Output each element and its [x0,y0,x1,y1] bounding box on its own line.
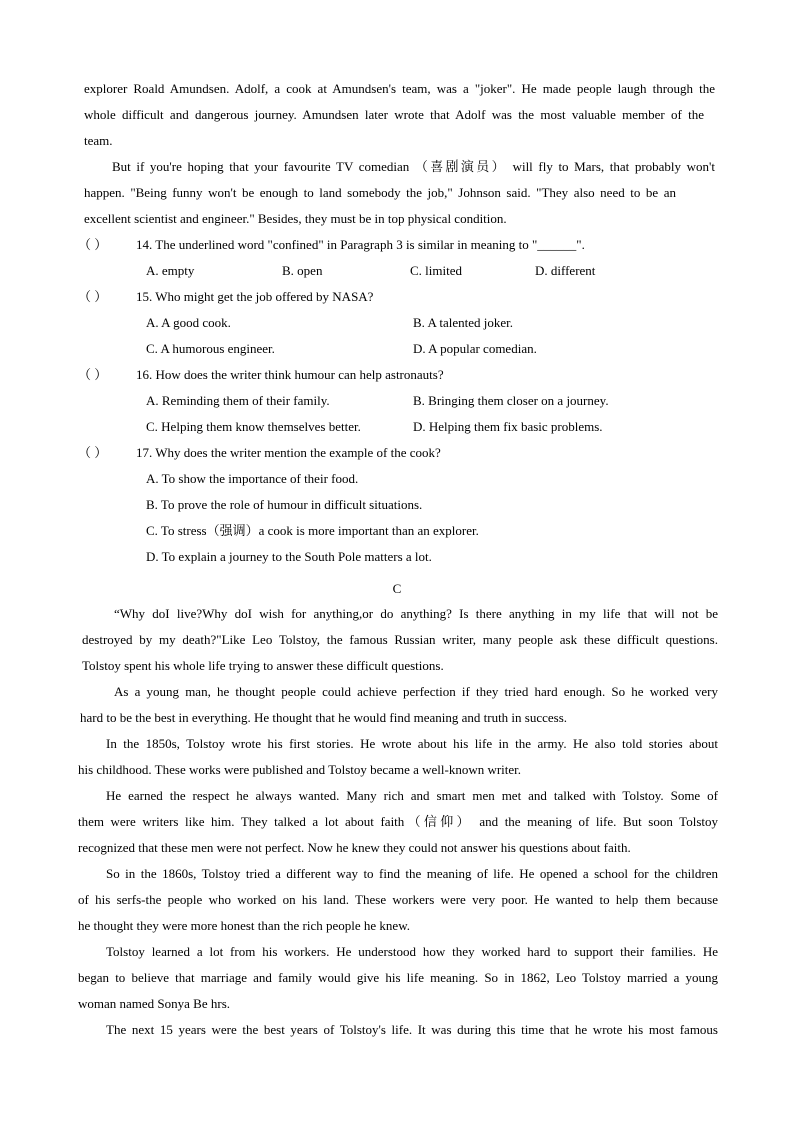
answer-blank[interactable]: （ ） [78,445,108,460]
passage-line: recognized that these men were not perfect. Now he knew they could not answer his questions about faith. [78,840,631,855]
passage-line: hard to be the best in everything. He thought that he would find meaning and truth in success. [80,710,568,725]
answer-blank[interactable]: （ ） [78,289,108,304]
passage-line: The next 15 years were the best years of Tolstoy's life. It was during this time that he wrote his most famous [106,1022,718,1037]
passage-line: them were writers like him. They talked a lot about faith（信仰） and the meaning of life. But soon Tolstoy [78,814,718,829]
passage-line: He earned the respect he always wanted. Many rich and smart men met and talked with Tolstoy. Some of [106,788,718,803]
passage-line: explorer Roald Amundsen. Adolf, a cook at Amundsen's team, was a "joker". He made people laugh through the [84,81,715,96]
option-c: C. To stress（强调）a cook is more important than an explorer. [146,523,479,538]
answer-blank[interactable]: （ ） [78,237,108,252]
passage-line: his childhood. These works were published and Tolstoy became a well-known writer. [78,762,522,777]
question-15 [78,284,373,310]
passage-line: he thought they were more honest than the rich people he knew. [78,918,410,933]
question-14 [78,232,585,258]
option-b: B. To prove the role of humour in difficult situations. [146,497,423,512]
passage-line: destroyed by my death?"Like Leo Tolstoy, the famous Russian writer, many people ask these difficult questions. [82,632,718,647]
option-a: A. Reminding them of their family. [146,393,330,408]
option-d: D. different [535,263,596,278]
option-b: B. open [282,263,323,278]
passage-line: In the 1850s, Tolstoy wrote his first stories. He wrote about his life in the army. He also told stories about [106,736,718,751]
section-heading: C [392,581,402,596]
passage-line: of his serfs-the people who worked on his land. These workers were very poor. He wanted to help them because [78,892,718,907]
passage-line: As a young man, he thought people could achieve perfection if they tried hard enough. So he worked very [114,684,718,699]
option-b: B. Bringing them closer on a journey. [413,393,609,408]
option-d: D. To explain a journey to the South Pole matters a lot. [146,549,432,564]
passage-line: began to believe that marriage and family would give his life meaning. So in 1862, Leo Tolstoy married a young [78,970,718,985]
question-text: 17. Why does the writer mention the example of the cook? [136,445,441,460]
option-c: C. A humorous engineer. [146,341,275,356]
option-d: D. A popular comedian. [413,341,537,356]
question-17 [78,440,441,466]
passage-line: team. [84,133,113,148]
passage-line: whole difficult and dangerous journey. Amundsen later wrote that Adolf was the most valuable member of the [84,107,704,122]
option-a: A. empty [146,263,195,278]
option-c: C. Helping them know themselves better. [146,419,361,434]
question-text: 15. Who might get the job offered by NASA? [136,289,374,304]
option-a: A. To show the importance of their food. [146,471,359,486]
question-text: 14. The underlined word "confined" in Paragraph 3 is similar in meaning to "______". [136,237,585,252]
option-c: C. limited [410,263,462,278]
option-b: B. A talented joker. [413,315,514,330]
option-a: A. A good cook. [146,315,231,330]
option-d: D. Helping them fix basic problems. [413,419,603,434]
passage-line: But if you're hoping that your favourite TV comedian （喜剧演员） will fly to Mars, that probably won't [112,159,715,174]
passage-line: Tolstoy learned a lot from his workers. He understood how they worked hard to support their families. He [106,944,718,959]
passage-line: excellent scientist and engineer." Besides, they must be in top physical condition. [84,211,507,226]
passage-line: Tolstoy spent his whole life trying to answer these difficult questions. [82,658,444,673]
question-text: 16. How does the writer think humour can help astronauts? [136,367,444,382]
question-16 [78,362,444,388]
answer-blank[interactable]: （ ） [78,367,108,382]
passage-line: happen. "Being funny won't be enough to land somebody the job," Johnson said. "They also need to be an [84,185,676,200]
passage-line: woman named Sonya Be hrs. [78,996,231,1011]
passage-line: So in the 1860s, Tolstoy tried a different way to find the meaning of life. He opened a school for the children [106,866,718,881]
passage-line: “Why doI live?Why doI wish for anything,or do anything? Is there anything in my life that will not be [114,606,718,621]
